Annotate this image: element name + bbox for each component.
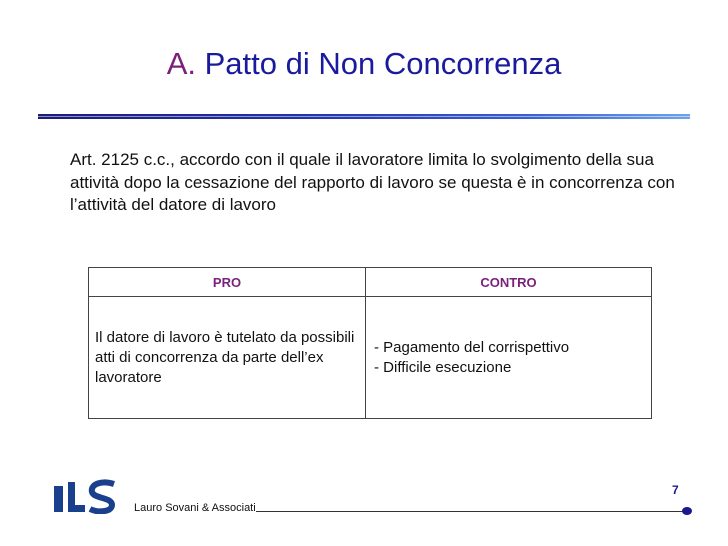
firm-name: Lauro Sovani & Associati <box>134 502 256 514</box>
pro-cell: Il datore di lavoro è tutelato da possibili atti di concorrenza da parte dell’ex lavoratore <box>89 297 366 419</box>
intro-paragraph: Art. 2125 c.c., accordo con il quale il lavoratore limita lo svolgimento della sua attività dopo la cessazione del rapporto di lavoro se questa è in concorrenza con l’attività del datore di lavoro <box>70 150 675 214</box>
contro-header: CONTRO <box>366 268 652 297</box>
title-text: Patto di Non Concorrenza <box>204 46 562 81</box>
pro-contro-table <box>88 267 652 419</box>
lsa-logo-icon <box>52 478 122 514</box>
contro-cell <box>366 297 652 419</box>
footer-line <box>256 511 686 512</box>
contro-item: - Pagamento del corrispettivo <box>374 338 570 356</box>
contro-item: - Difficile esecuzione <box>374 358 512 376</box>
title-divider <box>38 114 690 119</box>
pro-header: PRO <box>89 268 366 297</box>
page-number: 7 <box>672 483 679 497</box>
title-letter: A. <box>166 46 196 81</box>
footer-dot <box>682 507 692 515</box>
slide-title <box>0 44 728 84</box>
